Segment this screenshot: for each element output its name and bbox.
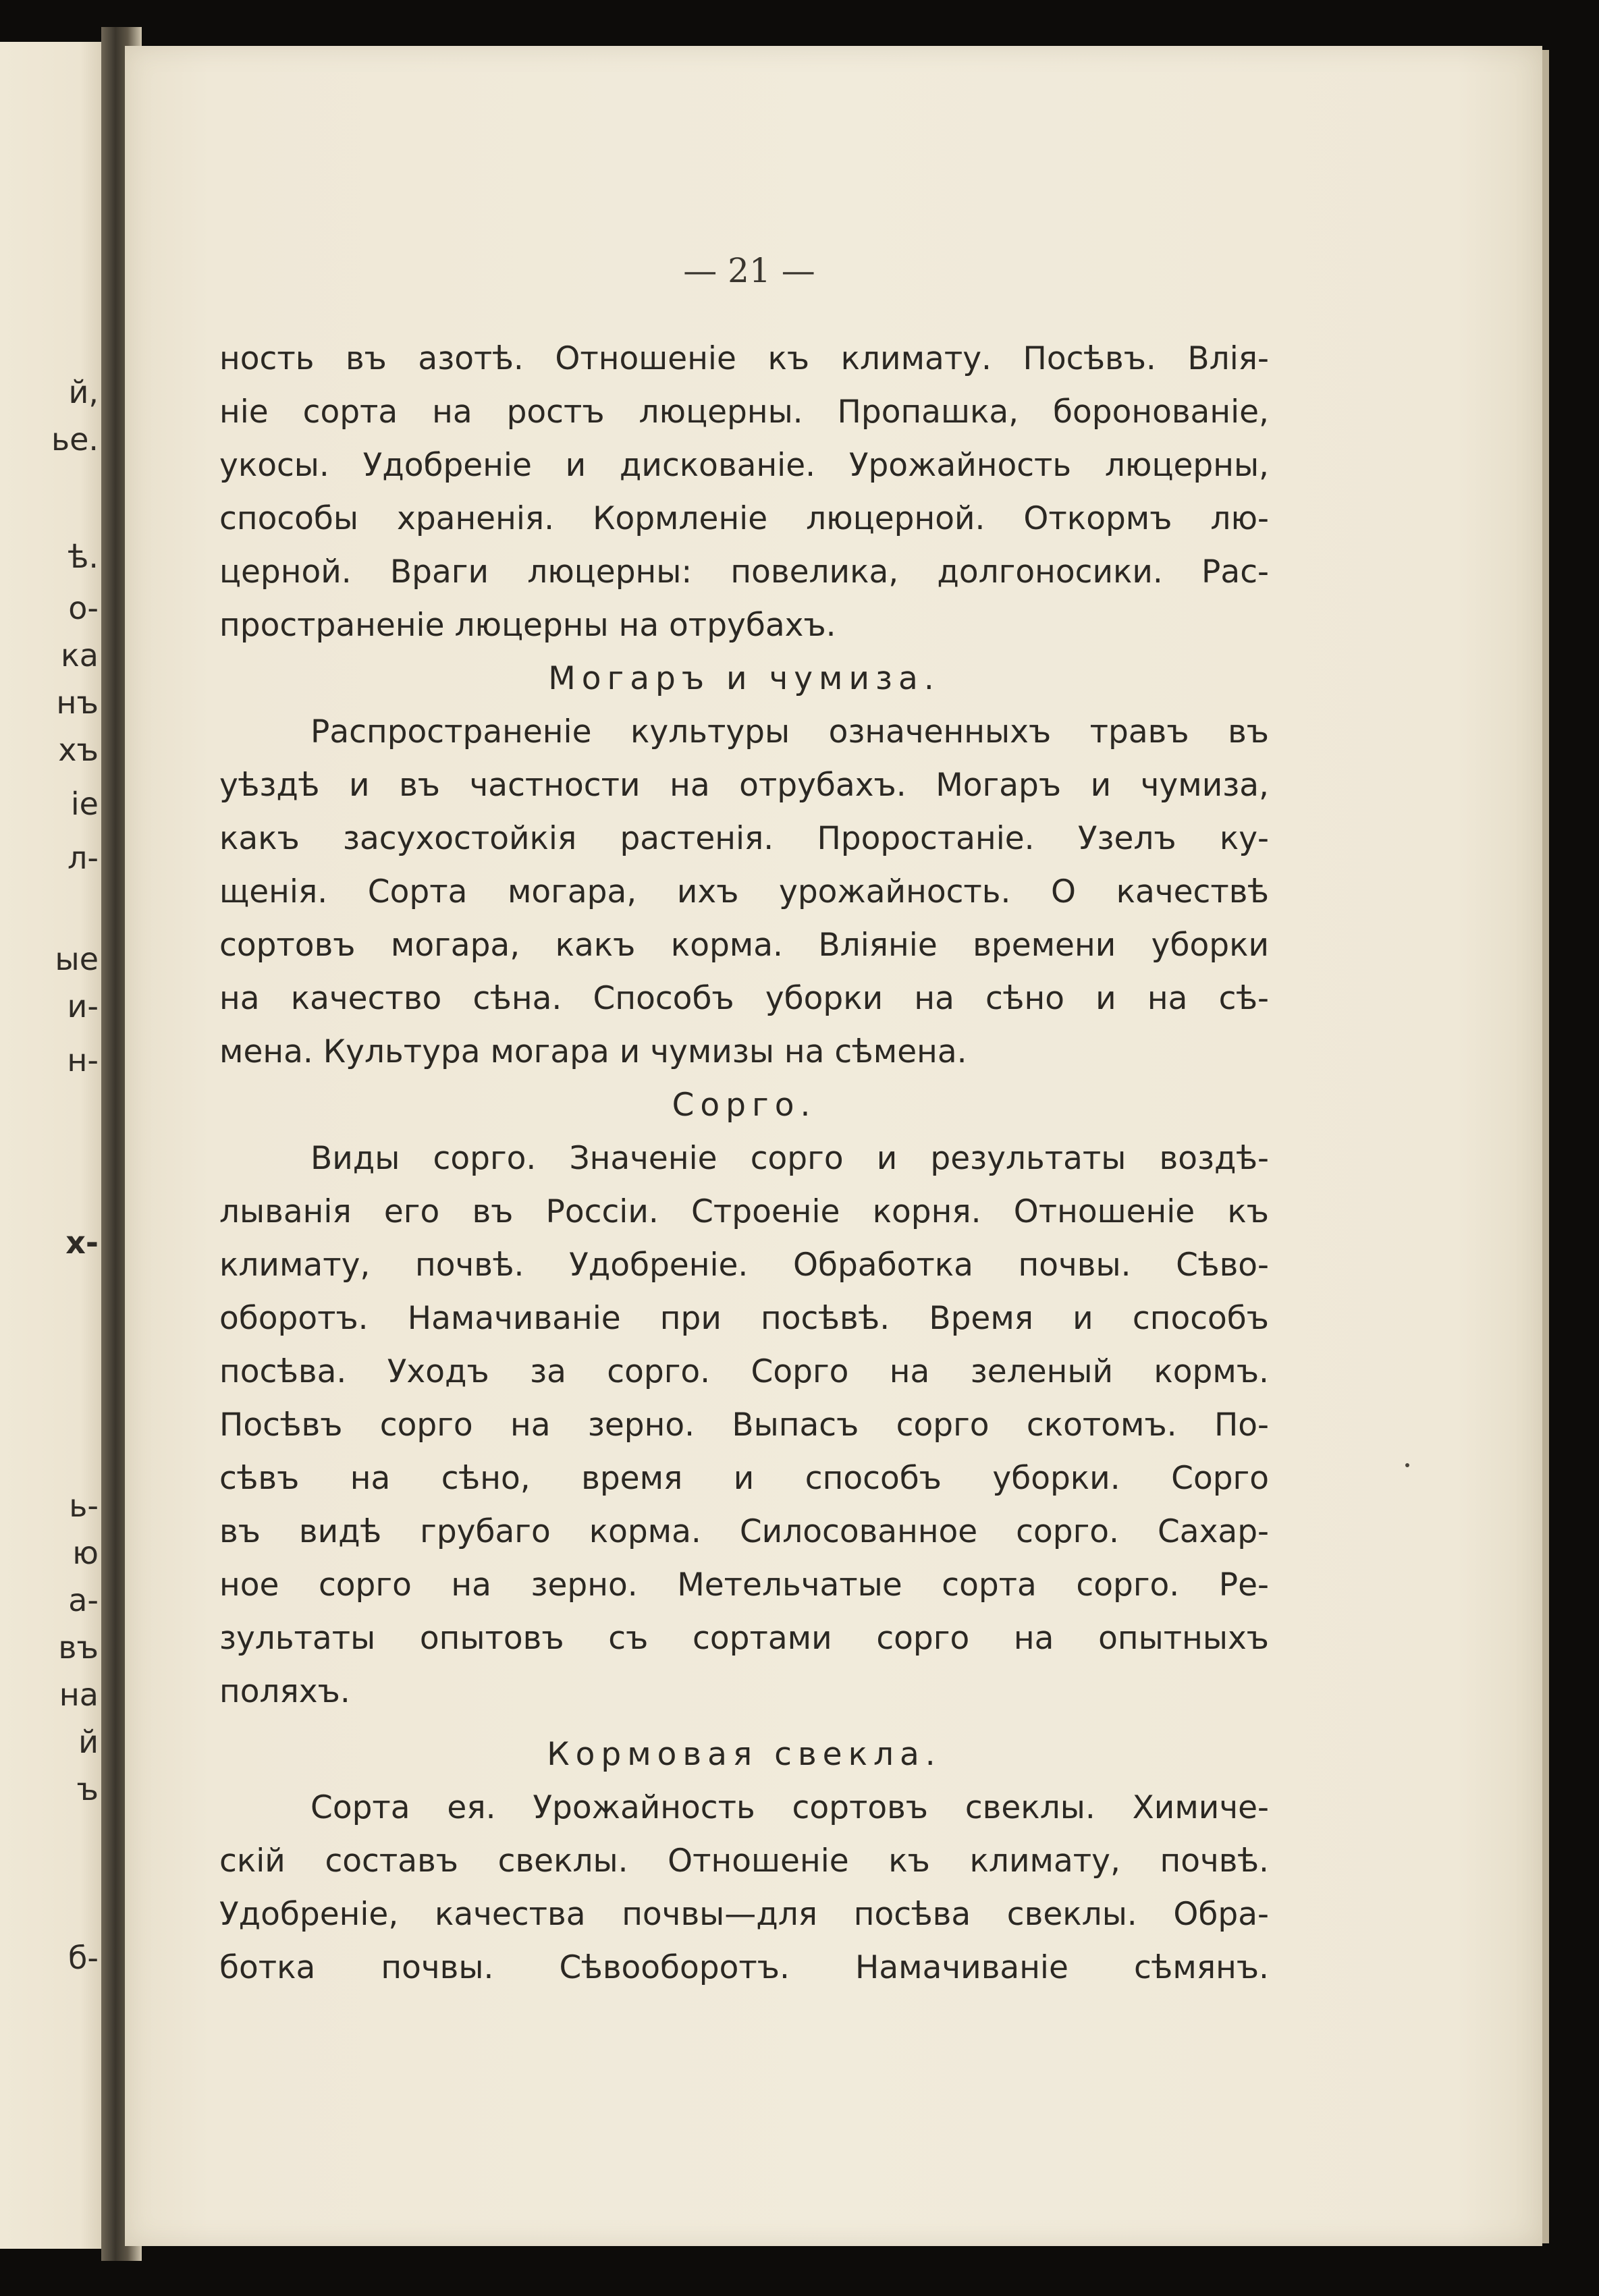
left-fragment: хъ (58, 732, 99, 768)
text-line: зультаты опытовъ съ сортами сорго на опытныхъ (219, 1620, 1269, 1657)
left-fragment: н- (67, 1042, 99, 1078)
text-line: на качество сѣна. Способъ уборки на сѣно и на сѣ- (219, 980, 1269, 1017)
text-line: какъ засухостойкія растенія. Проростаніе. Узелъ ку- (219, 820, 1269, 857)
left-fragment: ь- (69, 1487, 99, 1524)
left-fragment: ѣ. (67, 539, 99, 575)
text-line: Распространеніе культуры означенныхъ травъ въ (310, 713, 1269, 750)
text-line: сортовъ могара, какъ корма. Вліяніе времени уборки (219, 927, 1269, 964)
section-heading-mogar: Могаръ и чумиза. (548, 660, 940, 697)
left-fragment: и- (67, 988, 99, 1024)
text-line: ботка почвы. Сѣвооборотъ. Намачиваніе сѣмянъ. (219, 1949, 1269, 1986)
paragraph-beet (219, 1781, 1269, 1994)
text-line: уѣздѣ и въ частности на отрубахъ. Могаръ и чумиза, (219, 767, 1269, 804)
text-line: оборотъ. Намачиваніе при посѣвѣ. Время и способъ (219, 1300, 1269, 1337)
left-fragment: въ (58, 1629, 99, 1666)
left-fragment: о- (68, 590, 99, 626)
left-fragment: ка (61, 637, 99, 674)
text-line: способы храненія. Кормленіе люцерной. Откормъ лю- (219, 500, 1269, 537)
text-line: Виды сорго. Значеніе сорго и результаты воздѣ- (310, 1140, 1269, 1177)
left-fragment: а- (68, 1582, 99, 1618)
text-line: ность въ азотѣ. Отношеніе къ климату. Посѣвъ. Влія- (219, 340, 1269, 377)
left-fragment: й, (68, 374, 99, 410)
left-page-text-fragments (0, 42, 115, 2249)
text-line: въ видѣ грубаго корма. Силосованное сорго. Сахар- (219, 1513, 1269, 1550)
text-line: сѣвъ на сѣно, время и способъ уборки. Сорго (219, 1460, 1269, 1497)
left-fragment: на (59, 1676, 99, 1713)
text-line: климату, почвѣ. Удобреніе. Обработка почвы. Сѣво- (219, 1247, 1269, 1284)
left-facing-page (0, 42, 115, 2249)
paragraph-mogar (219, 705, 1269, 1078)
text-line: поляхъ. (219, 1673, 350, 1710)
left-fragment: б- (68, 1940, 99, 1976)
text-line: Удобреніе, качества почвы—для посѣва свеклы. Обра- (219, 1896, 1269, 1933)
text-line: Сорта ея. Урожайность сортовъ свеклы. Химиче- (310, 1789, 1269, 1826)
section-heading-sorgo: Сорго. (672, 1087, 817, 1124)
text-line: посѣва. Уходъ за сорго. Сорго на зеленый кормъ. (219, 1353, 1269, 1390)
left-fragment: ье. (51, 421, 99, 458)
left-fragment: іе (70, 786, 99, 822)
paper-spot (1405, 1463, 1409, 1467)
page-number: — 21 — (683, 251, 815, 290)
left-fragment: л- (67, 840, 99, 876)
text-line: ніе сорта на ростъ люцерны. Пропашка, боронованіе, (219, 393, 1269, 431)
paragraph-sorgo (219, 1132, 1269, 1718)
text-line: лыванія его въ Россіи. Строеніе корня. Отношеніе къ (219, 1193, 1269, 1230)
left-fragment: й (78, 1724, 99, 1760)
left-fragment: х- (65, 1224, 99, 1261)
section-heading-beet: Кормовая свекла. (547, 1736, 942, 1773)
text-line: Посѣвъ сорго на зерно. Выпасъ сорго скотомъ. По- (219, 1406, 1269, 1444)
text-line: ное сорго на зерно. Метельчатые сорта сорго. Ре- (219, 1566, 1269, 1604)
left-fragment: ю (72, 1535, 99, 1571)
text-line: скій составъ свеклы. Отношеніе къ климату, почвѣ. (219, 1842, 1269, 1880)
text-line: церной. Враги люцерны: повелика, долгоносики. Рас- (219, 553, 1269, 591)
text-line: щенія. Сорта могара, ихъ урожайность. О качествѣ (219, 873, 1269, 910)
page-edge (1542, 50, 1549, 2243)
text-line: мена. Культура могара и чумизы на сѣмена. (219, 1033, 967, 1070)
left-fragment: ые (55, 941, 99, 977)
page-body-text (219, 332, 1269, 1994)
text-line: пространеніе люцерны на отрубахъ. (219, 607, 836, 644)
paragraph-lucerne (219, 332, 1269, 652)
left-fragment: нъ (56, 684, 99, 721)
text-line: укосы. Удобреніе и дискованіе. Урожайность люцерны, (219, 447, 1269, 484)
left-fragment: ъ (76, 1771, 99, 1807)
